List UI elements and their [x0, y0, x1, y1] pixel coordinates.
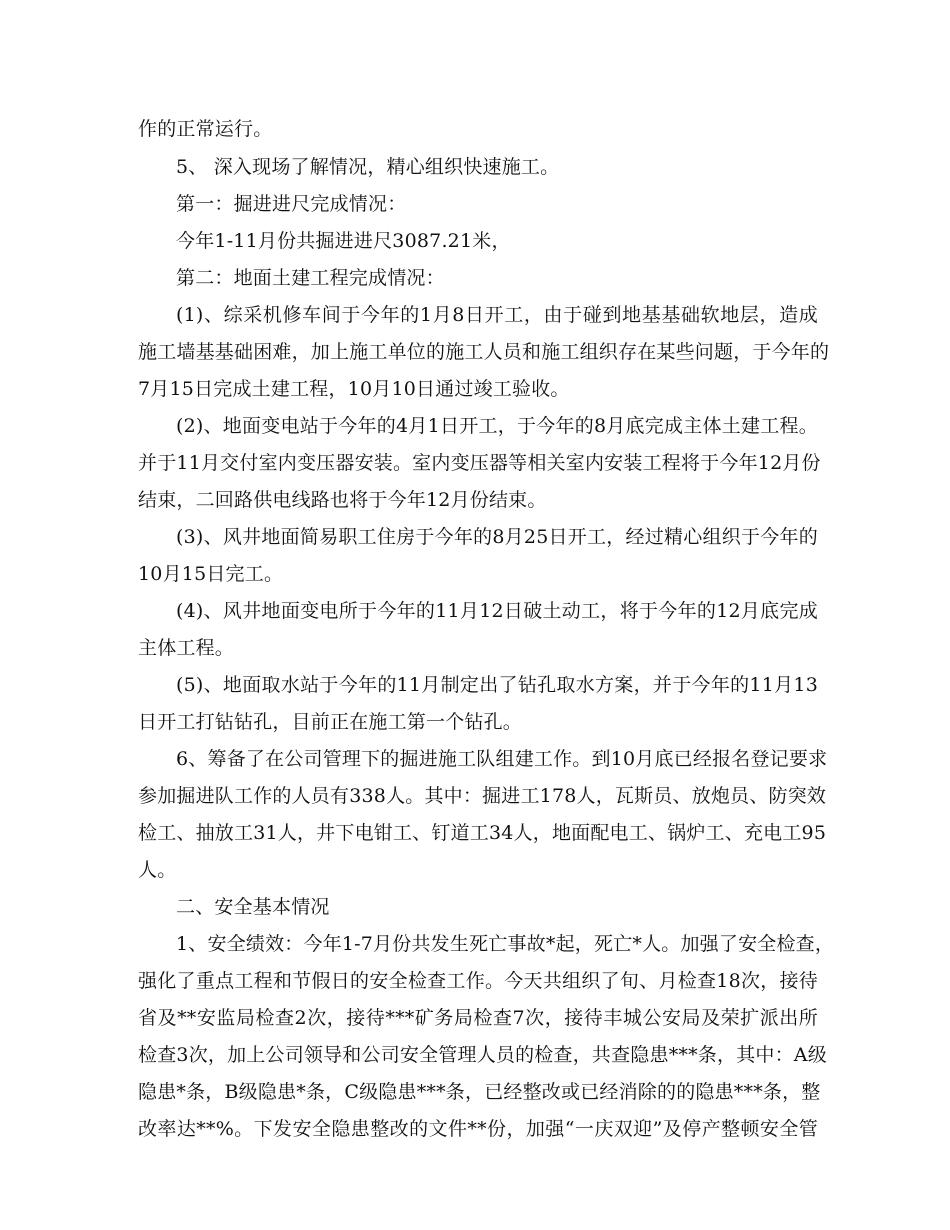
paragraph-line: 日开工打钻钻孔，目前正在施工第一个钻孔。 — [138, 711, 523, 733]
paragraph-line: 10月15日完工。 — [138, 563, 284, 585]
paragraph-line: 1、安全绩效：今年1-7月份共发生死亡事故*起，死亡*人。加强了安全检查， — [176, 933, 835, 955]
paragraph-line: 强化了重点工程和节假日的安全检查工作。今天共组织了旬、月检查18次，接待 — [138, 970, 818, 992]
paragraph-line: (4)、风井地面变电所于今年的11月12日破土动工，将于今年的12月底完成 — [176, 600, 818, 622]
subsection-heading: 第二：地面土建工程完成情况： — [176, 267, 445, 289]
paragraph-line: 参加掘进队工作的人员有338人。其中：掘进工178人，瓦斯员、放炮员、防突效 — [138, 785, 827, 807]
paragraph-line: (2)、地面变电站于今年的4月1日开工，于今年的8月底完成主体土建工程。 — [176, 415, 818, 437]
paragraph-line: 7月15日完成土建工程，10月10日通过竣工验收。 — [138, 378, 570, 400]
paragraph-line: 结束，二回路供电线路也将于今年12月份结束。 — [138, 489, 547, 511]
paragraph-line: (3)、风井地面简易职工住房于今年的8月25日开工，经过精心组织于今年的 — [176, 526, 818, 548]
paragraph-line: 隐患*条，B级隐患*条，C级隐患***条，已经整改或已经消除的的隐患***条，整 — [138, 1081, 821, 1103]
paragraph-line: 检工、抽放工31人，井下电钳工、钉道工34人，地面配电工、锅炉工、充电工95 — [138, 822, 827, 844]
paragraph-line: (5)、地面取水站于今年的11月制定出了钻孔取水方案，并于今年的11月13 — [176, 674, 818, 696]
paragraph-line: 今年1-11月份共掘进进尺3087.21米， — [176, 230, 511, 252]
paragraph-line: 主体工程。 — [138, 637, 235, 659]
paragraph-line: 施工墙基基础困难，加上施工单位的施工人员和施工组织存在某些问题，于今年的 — [138, 341, 830, 363]
paragraph-line: 人。 — [138, 859, 177, 881]
section-heading: 二、安全基本情况 — [176, 896, 330, 918]
paragraph-line: 并于11月交付室内变压器安装。室内变压器等相关室内安装工程将于今年12月份 — [138, 452, 821, 474]
paragraph-line: 6、筹备了在公司管理下的掘进施工队组建工作。到10月底已经报名登记要求 — [176, 748, 828, 770]
section-heading: 5、 深入现场了解情况，精心组织快速施工。 — [176, 156, 560, 178]
paragraph-line: (1)、综采机修车间于今年的1月8日开工，由于碰到地基基础软地层，造成 — [176, 304, 818, 326]
subsection-heading: 第一：掘进进尺完成情况： — [176, 193, 407, 215]
paragraph-line: 作的正常运行。 — [138, 118, 273, 140]
paragraph-line: 省及**安监局检查2次，接待***矿务局检查7次，接待丰城公安局及荣扩派出所 — [138, 1007, 818, 1029]
paragraph-line: 检查3次，加上公司领导和公司安全管理人员的检查，共查隐患***条，其中：A级 — [138, 1044, 827, 1066]
paragraph-line: 改率达**%。下发安全隐患整改的文件**份，加强“一庆双迎”及停产整顿安全管 — [138, 1118, 818, 1140]
